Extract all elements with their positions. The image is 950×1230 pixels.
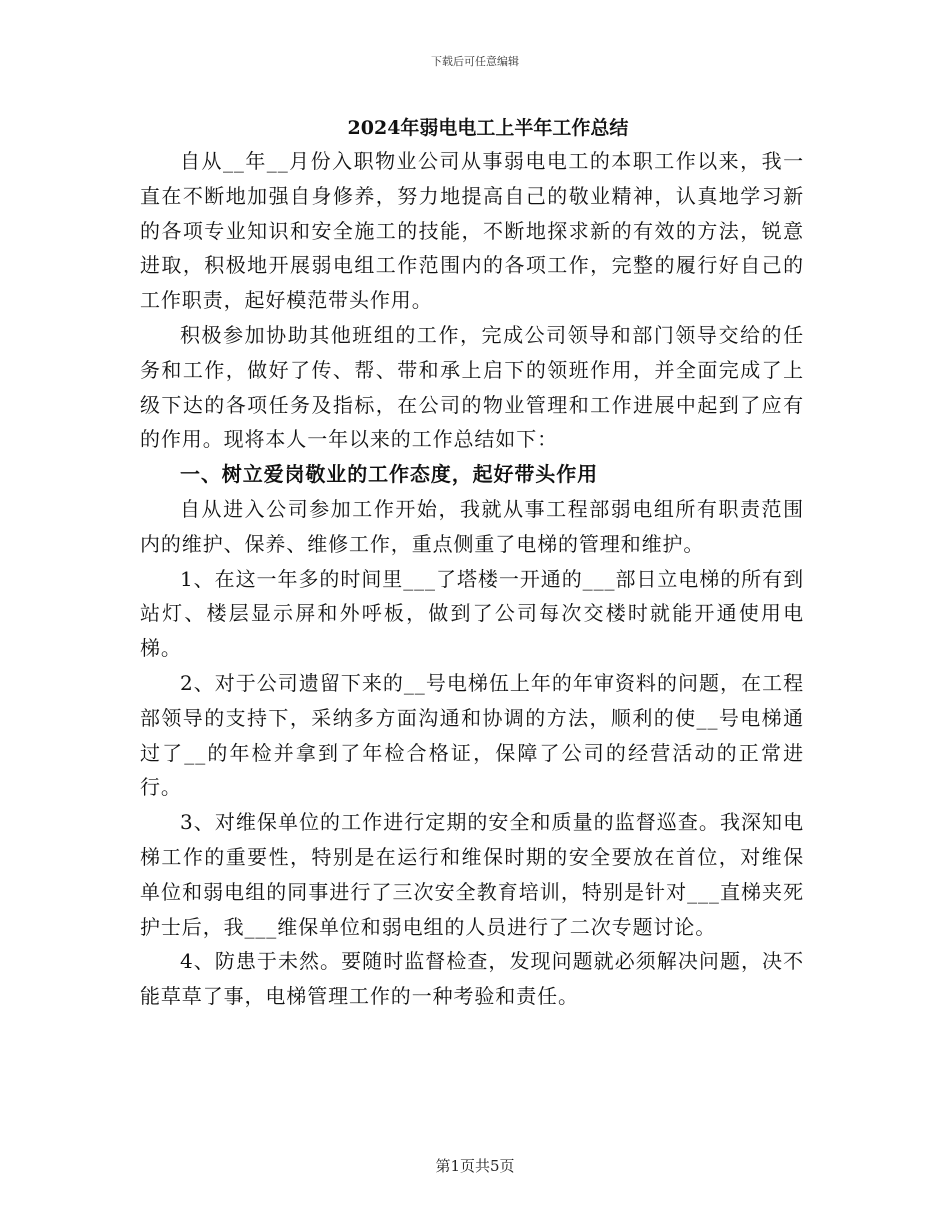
paragraph: 积极参加协助其他班组的工作，完成公司领导和部门领导交给的任务和工作，做好了传、帮、带和承上启下的领班作用，并全面完成了上级下达的各项任务及指标，在公司的物业管理和工作进展中起到了应有的作用。现将本人一年以来的工作总结如下：	[140, 322, 804, 452]
document-body	[140, 112, 804, 1014]
list-item: 4、防患于未然。要随时监督检查，发现问题就必须解决问题，决不能草草了事，电梯管理工作的一种考验和责任。	[140, 949, 804, 1009]
list-item: 3、对维保单位的工作进行定期的安全和质量的监督巡查。我深知电梯工作的重要性，特别是在运行和维保时期的安全要放在首位，对维保单位和弱电组的同事进行了三次安全教育培训，特别是针对___直梯夹死护士后，我___维保单位和弱电组的人员进行了二次专题讨论。	[140, 810, 804, 939]
list-item: 2、对于公司遗留下来的__号电梯伍上年的年审资料的问题，在工程部领导的支持下，采纳多方面沟通和协调的方法，顺利的使__号电梯通过了__的年检并拿到了年检合格证，保障了公司的经营活动的正常进行。	[140, 670, 804, 800]
paragraph: 自从__年__月份入职物业公司从事弱电电工的本职工作以来，我一直在不断地加强自身修养，努力地提高自己的敬业精神，认真地学习新的各项专业知识和安全施工的技能，不断地探求新的有效的方法，锐意进取，积极地开展弱电组工作范围内的各项工作，完整的履行好自己的工作职责，起好模范带头作用。	[140, 149, 804, 313]
list-item: 1、在这一年多的时间里___了塔楼一开通的___部日立电梯的所有到站灯、楼层显示屏和外呼板，做到了公司每次交楼时就能开通使用电梯。	[140, 566, 804, 661]
section-heading: 一、树立爱岗敬业的工作态度，起好带头作用	[180, 462, 598, 487]
section-intro: 自从进入公司参加工作开始，我就从事工程部弱电组所有职责范围内的维护、保养、维修工作，重点侧重了电梯的管理和维护。	[140, 496, 804, 556]
page-footer-indicator: 第1页共5页	[435, 1157, 515, 1175]
page-header-note: 下载后可任意编辑	[431, 55, 519, 68]
document-title: 2024年弱电电工上半年工作总结	[347, 117, 629, 139]
